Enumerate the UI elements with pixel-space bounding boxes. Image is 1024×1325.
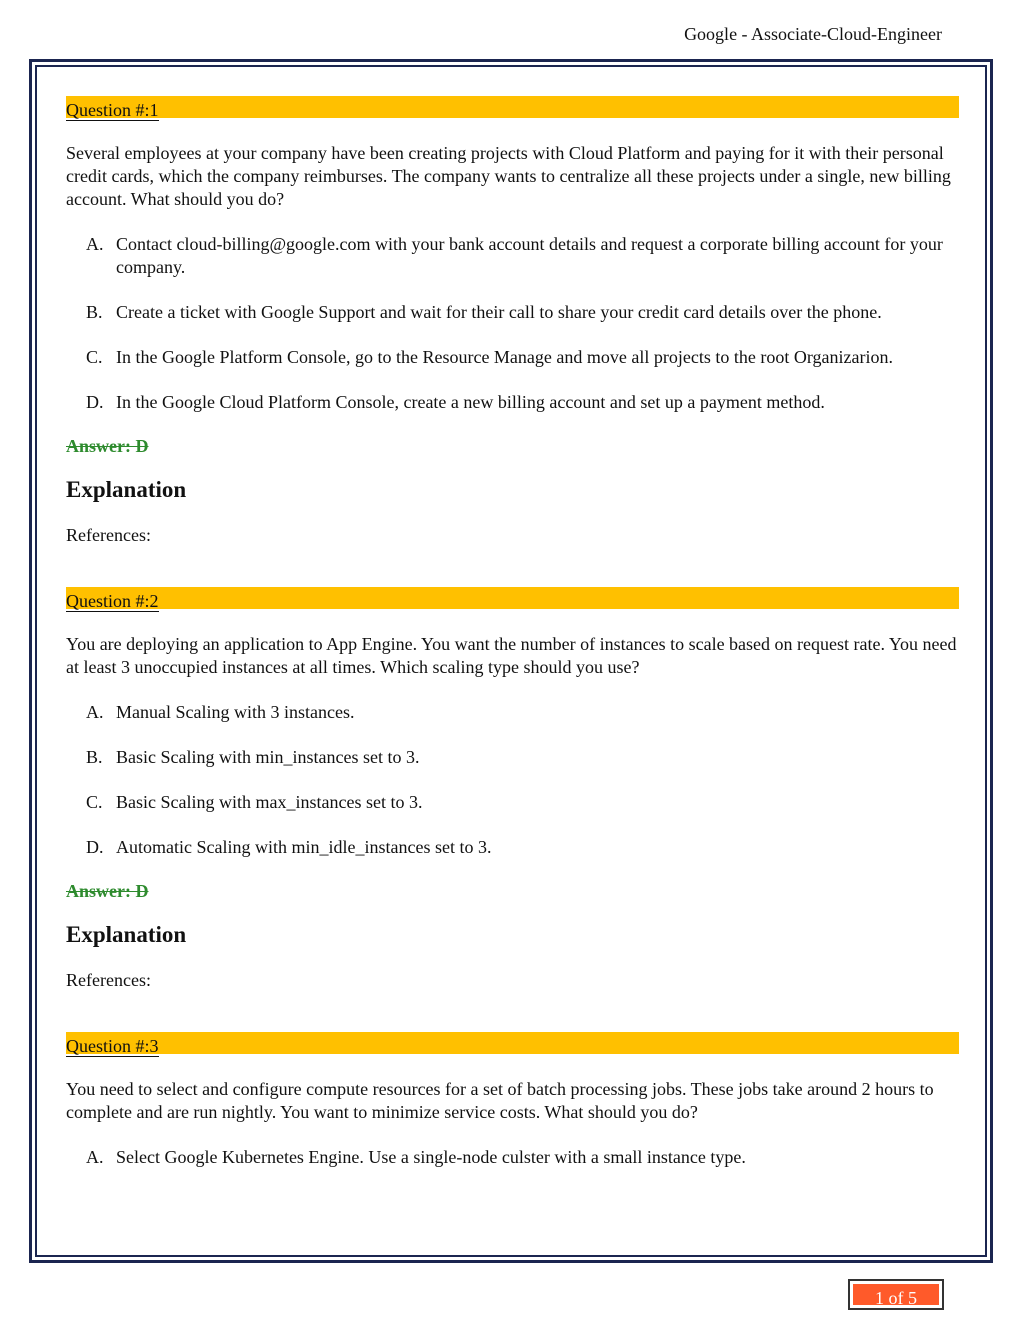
option-text: Automatic Scaling with min_idle_instances set to 3. — [116, 837, 492, 857]
question-header-bar — [66, 587, 959, 609]
option-letter: A. — [86, 234, 104, 254]
options-list — [66, 233, 959, 414]
option-letter: A. — [86, 1147, 104, 1167]
option-item — [66, 391, 959, 414]
question-block — [66, 96, 959, 546]
answer-label: Answer: D — [66, 881, 149, 901]
option-letter: A. — [86, 702, 104, 722]
references-label: References: — [66, 525, 151, 545]
option-text: Create a ticket with Google Support and wait for their call to share your credit card details over the phone. — [116, 302, 882, 322]
question-text: You are deploying an application to App Engine. You want the number of instances to scale based on request rate. You need at least 3 unoccupied instances at all times. Which scaling type should you use? — [66, 634, 957, 677]
page-number: 1 of 5 — [853, 1284, 939, 1305]
option-item — [66, 701, 959, 724]
question-label: Question #:1 — [66, 100, 159, 120]
option-item — [66, 346, 959, 369]
question-block — [66, 587, 959, 991]
option-text: Manual Scaling with 3 instances. — [116, 702, 355, 722]
explanation-heading: Explanation — [66, 922, 187, 947]
option-letter: B. — [86, 302, 103, 322]
option-letter: B. — [86, 747, 103, 767]
question-text: Several employees at your company have been creating projects with Cloud Platform and paying for it with their personal credit cards, which the company reimburses. The company wants to centralize all these projects under a single, new billing account. What should you do? — [66, 143, 951, 209]
option-text: Contact cloud-billing@google.com with your bank account details and request a corporate billing account for your company. — [116, 234, 943, 277]
option-item — [66, 746, 959, 769]
option-text: Basic Scaling with max_instances set to 3. — [116, 792, 423, 812]
option-letter: C. — [86, 792, 103, 812]
questions-content — [66, 96, 959, 1191]
question-label: Question #:3 — [66, 1036, 159, 1056]
question-header-bar — [66, 96, 959, 118]
option-item — [66, 836, 959, 859]
option-text: Select Google Kubernetes Engine. Use a single-node culster with a small instance type. — [116, 1147, 746, 1167]
option-letter: D. — [86, 392, 104, 412]
references-label: References: — [66, 970, 151, 990]
option-item — [66, 301, 959, 324]
options-list — [66, 701, 959, 859]
option-text: In the Google Platform Console, go to the Resource Manage and move all projects to the root Organizarion. — [116, 347, 893, 367]
explanation-heading: Explanation — [66, 477, 187, 502]
page-number-box — [848, 1279, 944, 1310]
options-list — [66, 1146, 959, 1169]
option-item — [66, 791, 959, 814]
option-letter: D. — [86, 837, 104, 857]
option-letter: C. — [86, 347, 103, 367]
option-item — [66, 233, 959, 279]
option-text: Basic Scaling with min_instances set to 3. — [116, 747, 420, 767]
question-label: Question #:2 — [66, 591, 159, 611]
option-item — [66, 1146, 959, 1169]
question-header-bar — [66, 1032, 959, 1054]
answer-label: Answer: D — [66, 436, 149, 456]
question-block — [66, 1032, 959, 1169]
question-text: You need to select and configure compute resources for a set of batch processing jobs. These jobs take around 2 hours to complete and are run nightly. You want to minimize service costs. What should you do? — [66, 1079, 934, 1122]
option-text: In the Google Cloud Platform Console, create a new billing account and set up a payment method. — [116, 392, 825, 412]
document-header-title: Google - Associate-Cloud-Engineer — [684, 24, 942, 44]
